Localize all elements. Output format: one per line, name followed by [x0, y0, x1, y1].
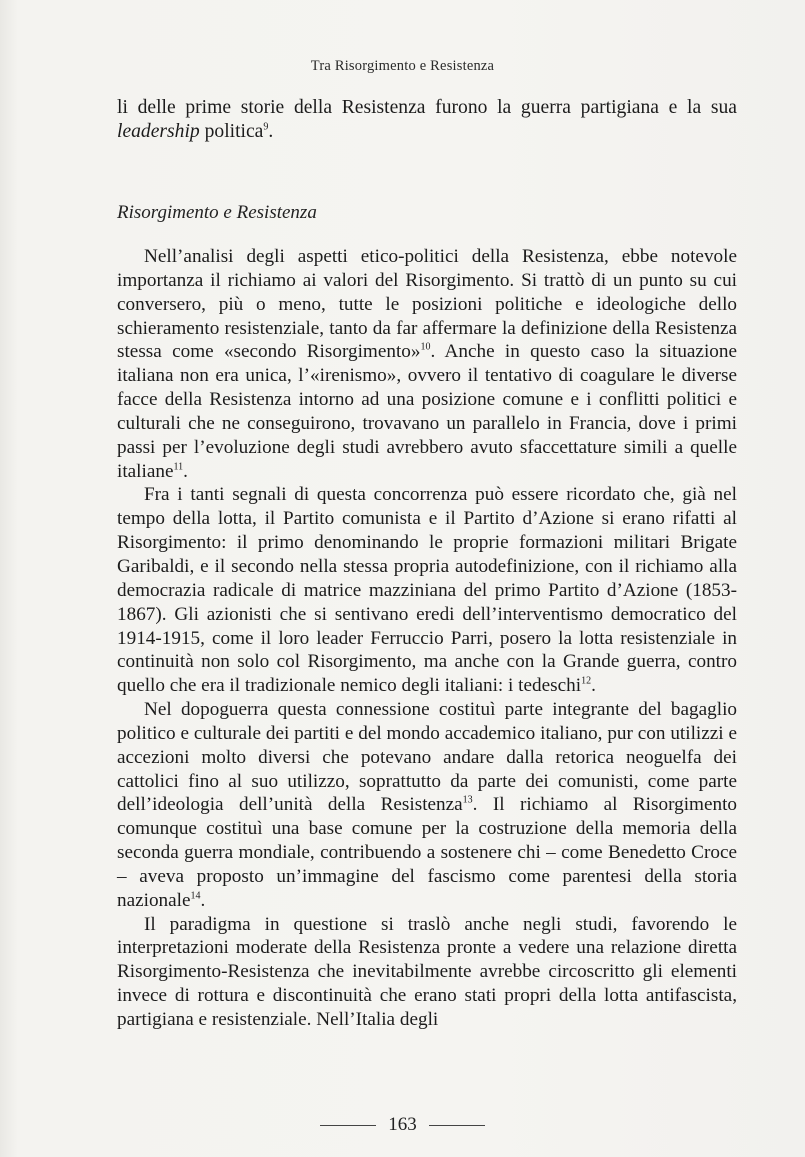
p2-text-a: Fra i tanti segnali di questa concorrenza può essere ricordato che, già nel tempo della lotta, il Partito comunista e il Partito d’Azione si erano rifatti al Risorgimento: il primo denominando le proprie formazioni militari Brigate Garibaldi, e il secondo nella stessa propria autodefinizione, con il richiamo alla democrazia radicale di matrice mazziniana del primo Partito d’Azione (1853-1867). Gli azionisti che si sentivano eredi dell’interventismo democratico del 1914-1915, come il loro leader Ferruccio Parri, posero la lotta resistenziale in continuità non solo col Risorgimento, ma anche con la Grande guerra, contro quello che era il tradizionale nemico degli italiani: i tedeschi [117, 484, 737, 697]
paragraph-4 [117, 913, 737, 1032]
intro-text-b: politica [199, 121, 264, 143]
body-text [117, 245, 737, 1032]
intro-text-a: li delle prime storie della Resistenza furono la guerra partigiana e la sua [117, 97, 737, 118]
p1-text-b: . Anche in questo caso la situazione italiana non era unica, l’«irenismo», ovvero il tentativo di coagulare le diverse facce della Resistenza intorno ad una posizione comune e i conflitti politici e culturali che ne conseguirono, trovavano un parallelo in Francia, dove i primi passi per l’evoluzione degli studi avrebbero avuto sfaccettature simili a quelle italiane [117, 341, 737, 482]
running-head: Tra Risorgimento e Resistenza [310, 58, 495, 74]
footnote-ref-11: 11 [173, 461, 184, 473]
paragraph-2 [117, 483, 737, 698]
footnote-ref-12: 12 [581, 675, 592, 687]
p1-text-a: Nell’analisi degli aspetti etico-politici della Resistenza, ebbe notevole importanza il richiamo ai valori del Risorgimento. Si trattò di un punto su cui conversero, più o meno, tutte le posizioni politiche e ideologiche dello schieramento resistenziale, tanto da far affermare la definizione della Resistenza stessa come «secondo Risorgimento» [117, 246, 737, 363]
p3-text-c: . [200, 889, 206, 911]
intro-text-c: . [268, 121, 274, 143]
p2-text-b: . [591, 675, 596, 697]
page-footer [0, 1114, 805, 1136]
folio-rule-right [429, 1125, 485, 1126]
p1-text-c: . [183, 460, 188, 482]
footnote-ref-10: 10 [420, 341, 431, 353]
paragraph-1 [117, 245, 737, 483]
footnote-ref-14: 14 [190, 890, 201, 902]
paragraph-3 [117, 698, 737, 913]
folio-rule-left [320, 1125, 376, 1126]
intro-paragraph [117, 96, 737, 144]
footnote-ref-9: 9 [263, 121, 269, 133]
p3-text-a: Nel dopoguerra questa connessione costituì parte integrante del bagaglio politico e culturale dei partiti e del mondo accademico italiano, pur con utilizzi e accezioni molto diversi che potevano andare dalla retorica neoguelfa dei cattolici fino al suo utilizzo, soprattutto da parte dei comunisti, come parte dell’ideologia dell’unità della Resistenza [117, 699, 737, 816]
section-heading: Risorgimento e Resistenza [117, 202, 317, 223]
page-number: 163 [388, 1114, 417, 1135]
intro-italic: leadership [117, 121, 200, 143]
p4-text-a: Il paradigma in questione si traslò anche negli studi, favorendo le interpretazioni moderate della Resistenza pronte a vedere una relazione diretta Risorgimento-Resistenza che inevitabilmente avrebbe circoscritto gli elementi invece di rottura e discontinuità che erano stati propri della lotta antifascista, partigiana e resistenziale. Nell’Italia degli [117, 913, 737, 1030]
p3-text-b: . Il richiamo al Risorgimento comunque costituì una base comune per la costruzione della memoria della seconda guerra mondiale, contribuendo a sostenere chi – come Benedetto Croce – aveva proposto un’immagine del fascismo come parentesi della storia nazionale [117, 794, 737, 911]
footnote-ref-13: 13 [462, 795, 473, 807]
